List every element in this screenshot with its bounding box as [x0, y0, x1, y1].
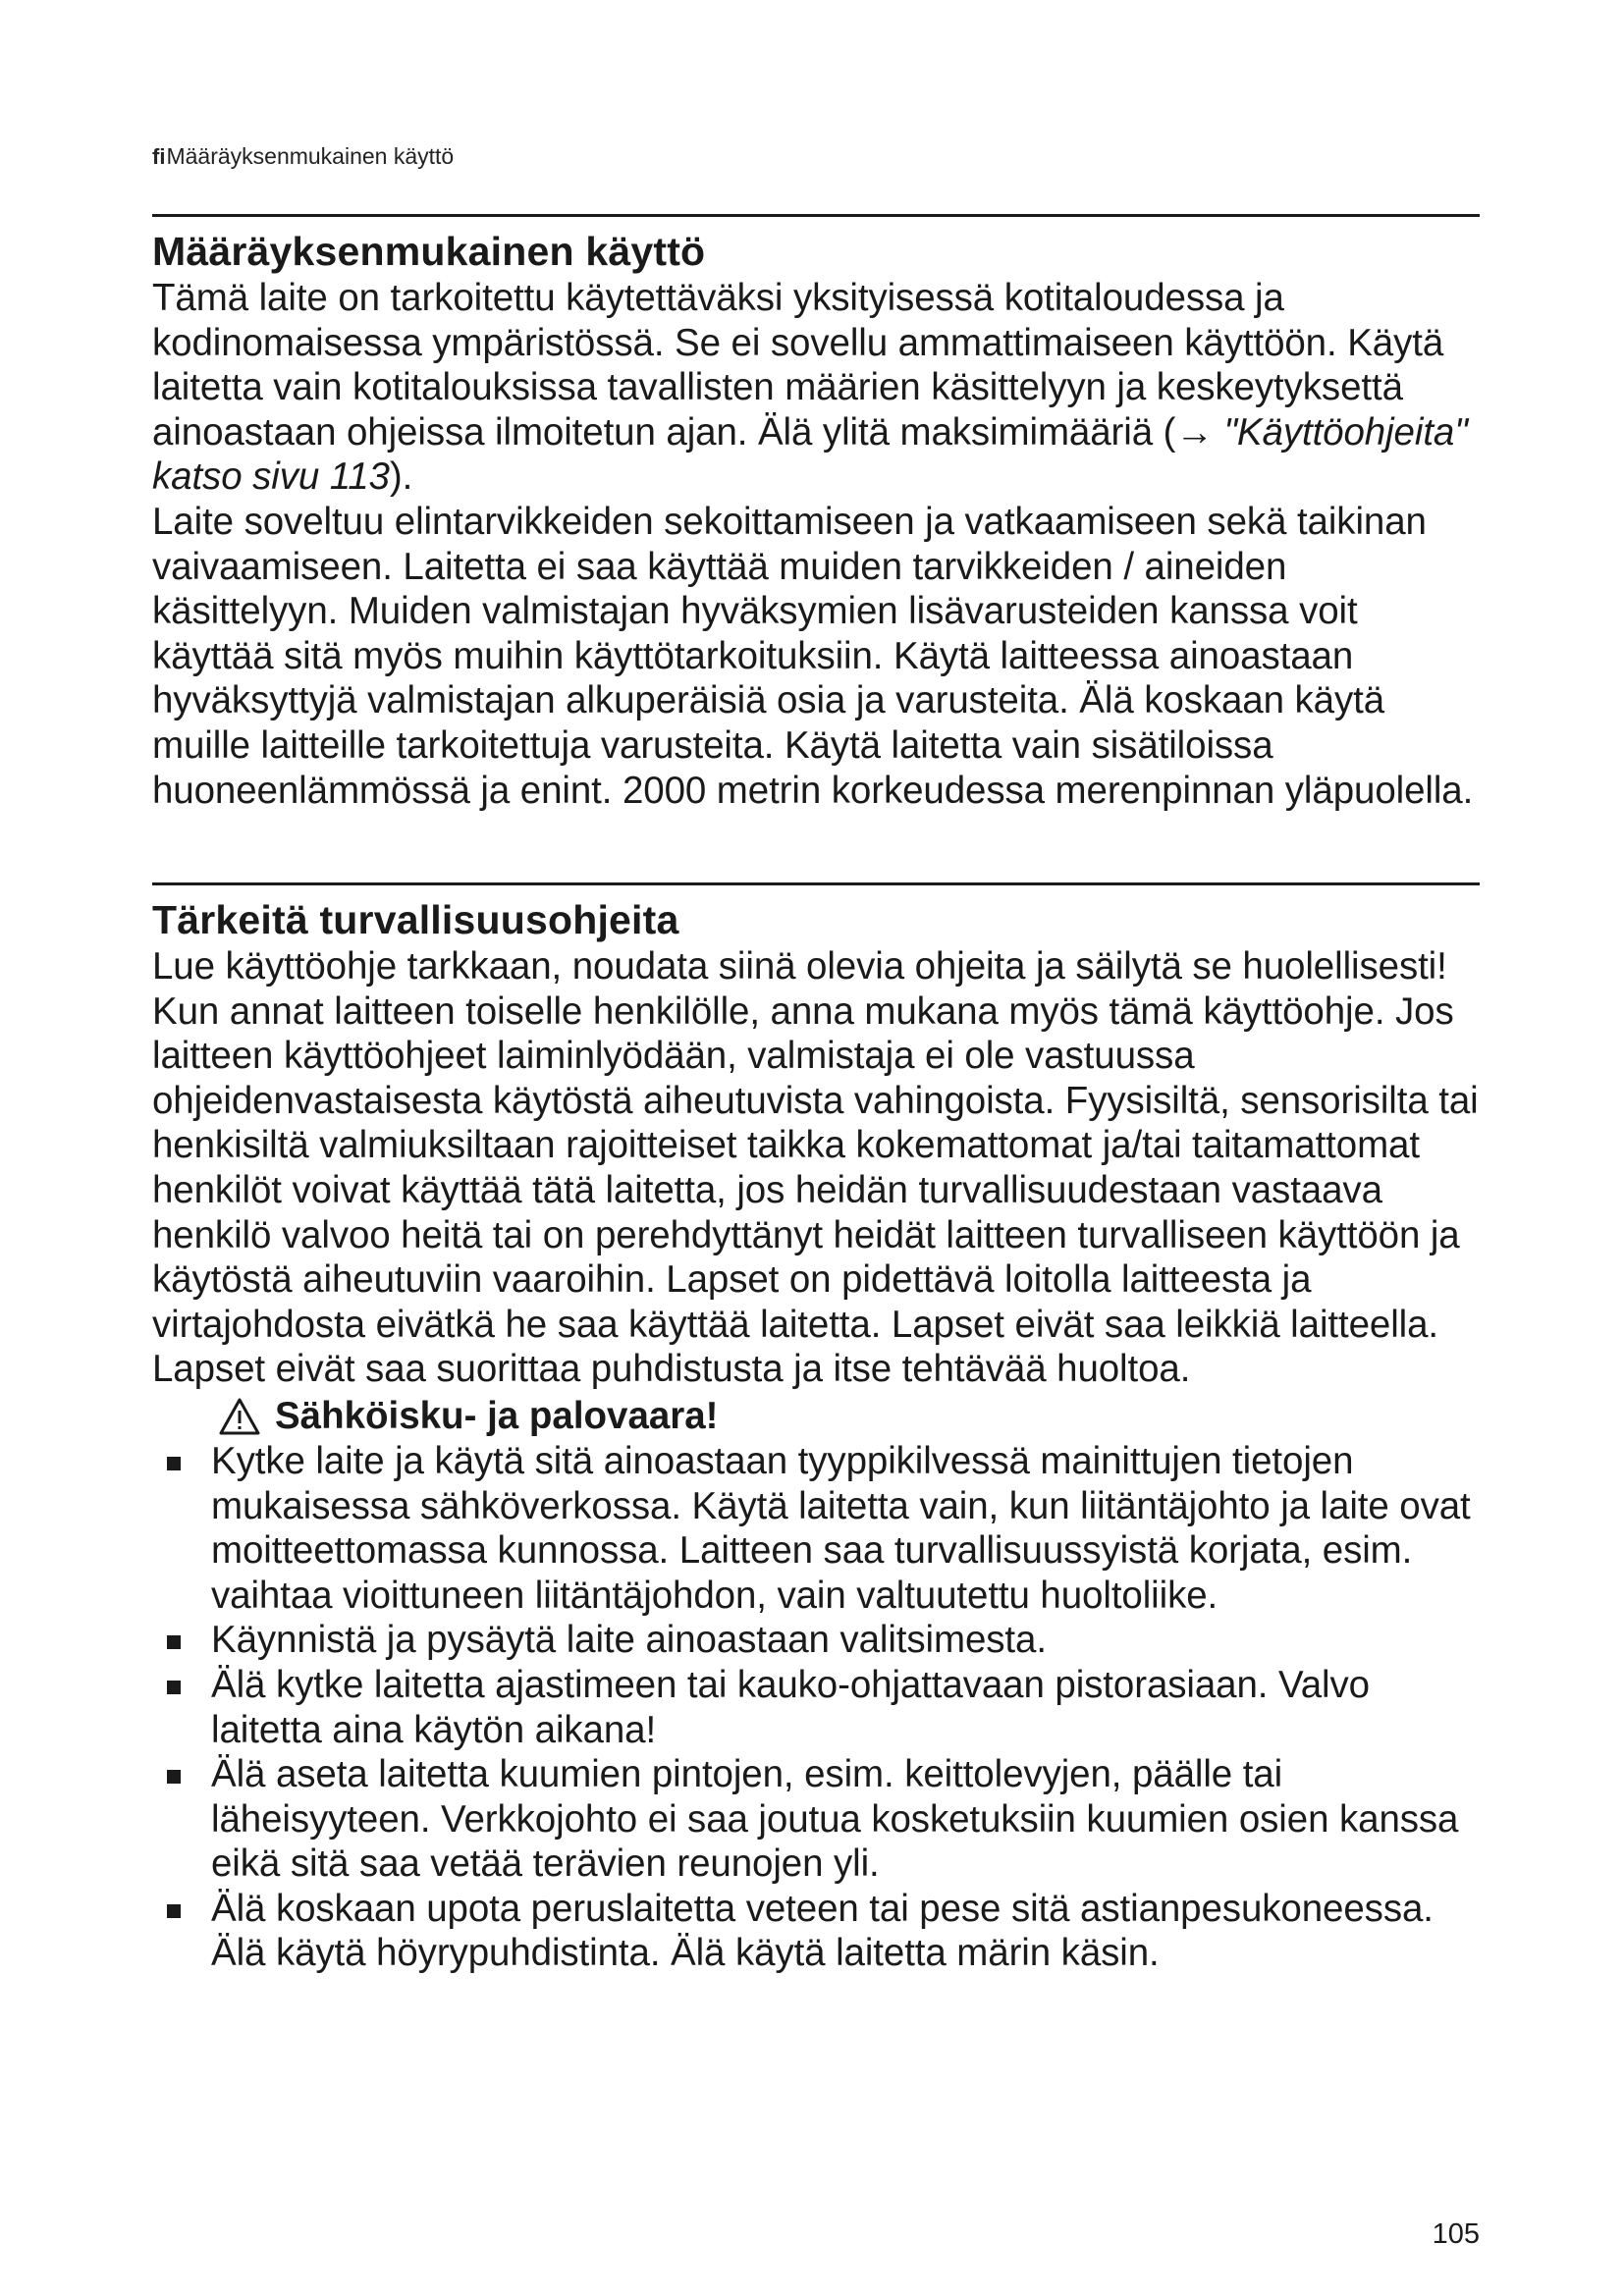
bullet-square-icon — [167, 1904, 181, 1918]
page-number: 105 — [1432, 2218, 1480, 2250]
warning-heading — [218, 1394, 1480, 1439]
safety-bullet-list — [152, 1439, 1480, 1976]
list-item — [152, 1752, 1480, 1887]
warning-title: Sähköisku- ja palovaara! — [275, 1394, 719, 1437]
bullet-square-icon — [167, 1770, 181, 1784]
paragraph-a-text: Tämä laite on tarkoitettu käytettäväksi yksityisessä kotitaloudessa ja kodinomaisessa ympäristössä. Se ei sovellu ammattimaiseen käyttöön. Käytä laitetta vain kotitalouksissa tavallisten määrien käsittelyyn ja keskeytyksettä ainoastaan ohjeissa ilmoitetun ajan. Älä ylitä maksimimääriä ( — [152, 277, 1444, 454]
bullet-square-icon — [167, 1457, 181, 1470]
section-title-safety: Tärkeitä turvallisuusohjeita — [152, 897, 679, 942]
bullet-text: Älä aseta laitetta kuumien pintojen, esim. keittolevyjen, päälle tai läheisyyteen. Verkkojohto ei saa joutua kosketuksiin kuumien osien kanssa eikä sitä saa vetää terävien reunojen yli. — [211, 1753, 1459, 1886]
bullet-square-icon — [167, 1635, 181, 1649]
bullet-square-icon — [167, 1681, 181, 1694]
running-header — [152, 143, 454, 170]
running-title: Määräyksenmukainen käyttö — [166, 143, 455, 169]
paragraph-a-end: ). — [389, 455, 413, 499]
arrow-icon: → — [1175, 410, 1214, 454]
bullet-text: Älä kytke laitetta ajastimeen tai kauko-ohjattavaan pistorasiaan. Valvo laitetta aina käytön aikana! — [211, 1663, 1370, 1751]
section-title-intended-use: Määräyksenmukainen käyttö — [152, 229, 706, 274]
warning-triangle-icon — [218, 1397, 261, 1436]
section-intended-use — [152, 214, 1480, 813]
section-safety — [152, 882, 1480, 1976]
bullet-text: Älä koskaan upota peruslaitetta veteen tai pese sitä astianpesukoneessa. Älä käytä höyrypuhdistinta. Älä käytä laitetta märin käsin. — [211, 1887, 1434, 1975]
bullet-text: Käynnistä ja pysäytä laite ainoastaan valitsimesta. — [211, 1619, 1047, 1662]
bullet-text: Kytke laite ja käytä sitä ainoastaan tyyppikilvessä mainittujen tietojen mukaisessa sähköverkossa. Käytä laitetta vain, kun liitäntäjohto ja laite ovat moitteettomassa kunnossa. Laitteen saa turvallisuussyistä korjata, esim. vaihtaa vioittuneen liitäntäjohdon, vain valtuutettu huoltoliike. — [211, 1439, 1471, 1617]
intended-use-paragraph-b: Laite soveltuu elintarvikkeiden sekoittamiseen ja vatkaamiseen sekä taikinan vaivaamiseen. Laitetta ei saa käyttää muiden tarvikkeiden / aineiden käsittelyyn. Muiden valmistajan hyväksymien lisävarusteiden kanssa voit käyttää sitä myös muihin käyttötarkoituksiin. Käytä laitteessa ainoastaan hyväksyttyjä valmistajan alkuperäisiä osia ja varusteita. Älä koskaan käytä muille laitteille tarkoitettuja varusteita. Käytä laitetta vain sisätiloissa huoneenlämmössä ja enint. 2000 metrin korkeudessa merenpinnan yläpuolella. — [152, 500, 1474, 812]
list-item — [152, 1663, 1480, 1752]
safety-paragraph: Lue käyttöohje tarkkaan, noudata siinä olevia ohjeita ja säilytä se huolellisesti! Kun annat laitteen toiselle henkilölle, anna mukana myös tämä käyttöohje. Jos laitteen käyttöohjeet laiminlyödään, valmistaja ei ole vastuussa ohjeidenvastaisesta käytöstä aiheutuvista vahingoista. Fyysisiltä, sensorisilta tai henkisiltä valmiuksiltaan rajoitteiset taikka kokemattomat ja/tai taitamattomat henkilöt voivat käyttää tätä laitetta, jos heidän turvallisuudestaan vastaava henkilö valvoo heitä tai on perehdyttänyt heidät laitteen turvalliseen käyttöön ja käytöstä aiheutuviin vaaroihin. Lapset on pidettävä loitolla laitteesta ja virtajohdosta eivätkä he saa käyttää laitetta. Lapset eivät saa leikkiä laitteella. Lapset eivät saa suorittaa puhdistusta ja itse tehtävää huoltoa. — [152, 945, 1479, 1391]
list-item — [152, 1439, 1480, 1618]
language-code: fi — [152, 144, 166, 169]
cross-reference-link[interactable]: "Käyttöohjeita" katso sivu 113 — [152, 410, 1468, 499]
list-item — [152, 1887, 1480, 1976]
intended-use-paragraph-a — [152, 276, 1480, 500]
list-item — [152, 1618, 1480, 1663]
